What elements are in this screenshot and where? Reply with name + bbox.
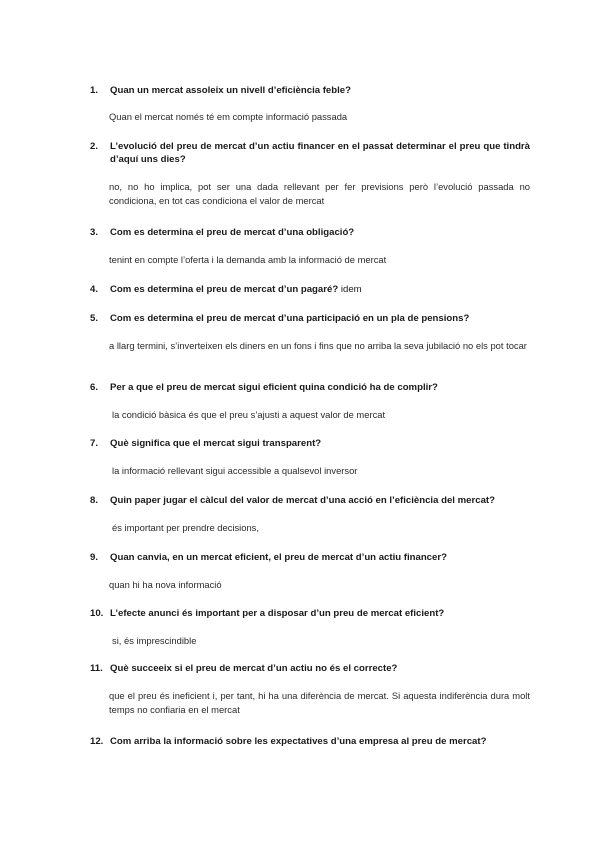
question <box>90 662 530 675</box>
question-number: 7. <box>90 438 99 449</box>
qa-item <box>90 662 530 717</box>
question-text: Què succeeix si el preu de mercat d’un actiu no és el correcte? <box>110 663 398 674</box>
answer-text: idem <box>340 284 362 295</box>
question-text: L’efecte anunci és important per a disposar d’un preu de mercat eficient? <box>110 608 445 619</box>
question-text: Per a que el preu de mercat sigui eficient quina condició ha de complir? <box>110 382 438 393</box>
question <box>90 437 530 450</box>
answer-text: a llarg termini, s’inverteixen els diners en un fons i fins que no arriba la seva jubilació no els pot tocar <box>109 340 527 351</box>
question-number: 4. <box>90 284 99 295</box>
question-text: Quan canvia, en un mercat eficient, el preu de mercat d’un actiu financer? <box>110 552 447 563</box>
answer-text: és important per prendre decisions, <box>112 522 259 533</box>
qa-item <box>90 140 530 208</box>
question-text: Com es determina el preu de mercat d’una obligació? <box>110 227 355 238</box>
answer-text: que el preu és ineficient i, per tant, hi ha una diferència de mercat. Si aquesta indiferència dura molt temps no confiaria en el mercat <box>109 690 530 715</box>
question <box>90 494 530 507</box>
question-text: Què significa que el mercat sigui transparent? <box>110 438 322 449</box>
qa-item <box>90 735 530 748</box>
question-text: Quin paper jugar el càlcul del valor de mercat d’una acció en l’eficiència del mercat? <box>110 495 495 506</box>
qa-item <box>90 283 530 296</box>
qa-item <box>90 381 530 422</box>
question-number: 9. <box>90 552 99 563</box>
question-number: 10. <box>90 608 104 619</box>
question-number: 3. <box>90 227 99 238</box>
answer-text: tenint en compte l’oferta i la demanda amb la informació de mercat <box>109 254 387 265</box>
answer-text: la condició bàsica és que el preu s’ajusti a aquest valor de mercat <box>112 409 386 420</box>
question <box>90 607 530 620</box>
qa-item <box>90 312 530 353</box>
question <box>90 283 530 296</box>
answer-text: quan hi ha nova informació <box>109 579 222 590</box>
question-number: 5. <box>90 313 99 324</box>
qa-item <box>90 551 530 592</box>
question <box>90 312 530 325</box>
question-number: 2. <box>90 141 99 152</box>
question <box>90 735 530 748</box>
question-text: Com es determina el preu de mercat d’un pagaré? <box>110 284 339 295</box>
qa-item <box>90 607 530 648</box>
answer-text: la informació rellevant sigui accessible a qualsevol inversor <box>112 465 358 476</box>
qa-item <box>90 437 530 478</box>
question-text: Quan un mercat assoleix un nivell d’eficiència feble? <box>110 85 351 96</box>
question-text: Com arriba la informació sobre les expectatives d’una empresa al preu de mercat? <box>110 736 487 747</box>
qa-item <box>90 84 530 124</box>
answer-text: si, és imprescindible <box>112 635 197 646</box>
question-number: 1. <box>90 85 99 96</box>
question-text: Com es determina el preu de mercat d’una participació en un pla de pensions? <box>110 313 470 324</box>
question <box>90 140 530 166</box>
question <box>90 226 530 239</box>
qa-item <box>90 494 530 535</box>
question-number: 11. <box>90 663 103 674</box>
question <box>90 381 530 394</box>
question <box>90 84 530 97</box>
question-number: 6. <box>90 382 99 393</box>
question-number: 12. <box>90 736 104 747</box>
question-text: L’evolució del preu de mercat d’un actiu financer en el passat determinar el preu que tindrà d’aquí uns dies? <box>110 141 530 165</box>
question-number: 8. <box>90 495 99 506</box>
answer-text: Quan el mercat només té em compte informació passada <box>109 111 348 122</box>
question <box>90 551 530 564</box>
qa-item <box>90 226 530 267</box>
answer-text: no, no ho implica, pot ser una dada rellevant per fer previsions però l’evolució passada no condiciona, en tot cas condiciona el valor de mercat <box>109 181 530 206</box>
